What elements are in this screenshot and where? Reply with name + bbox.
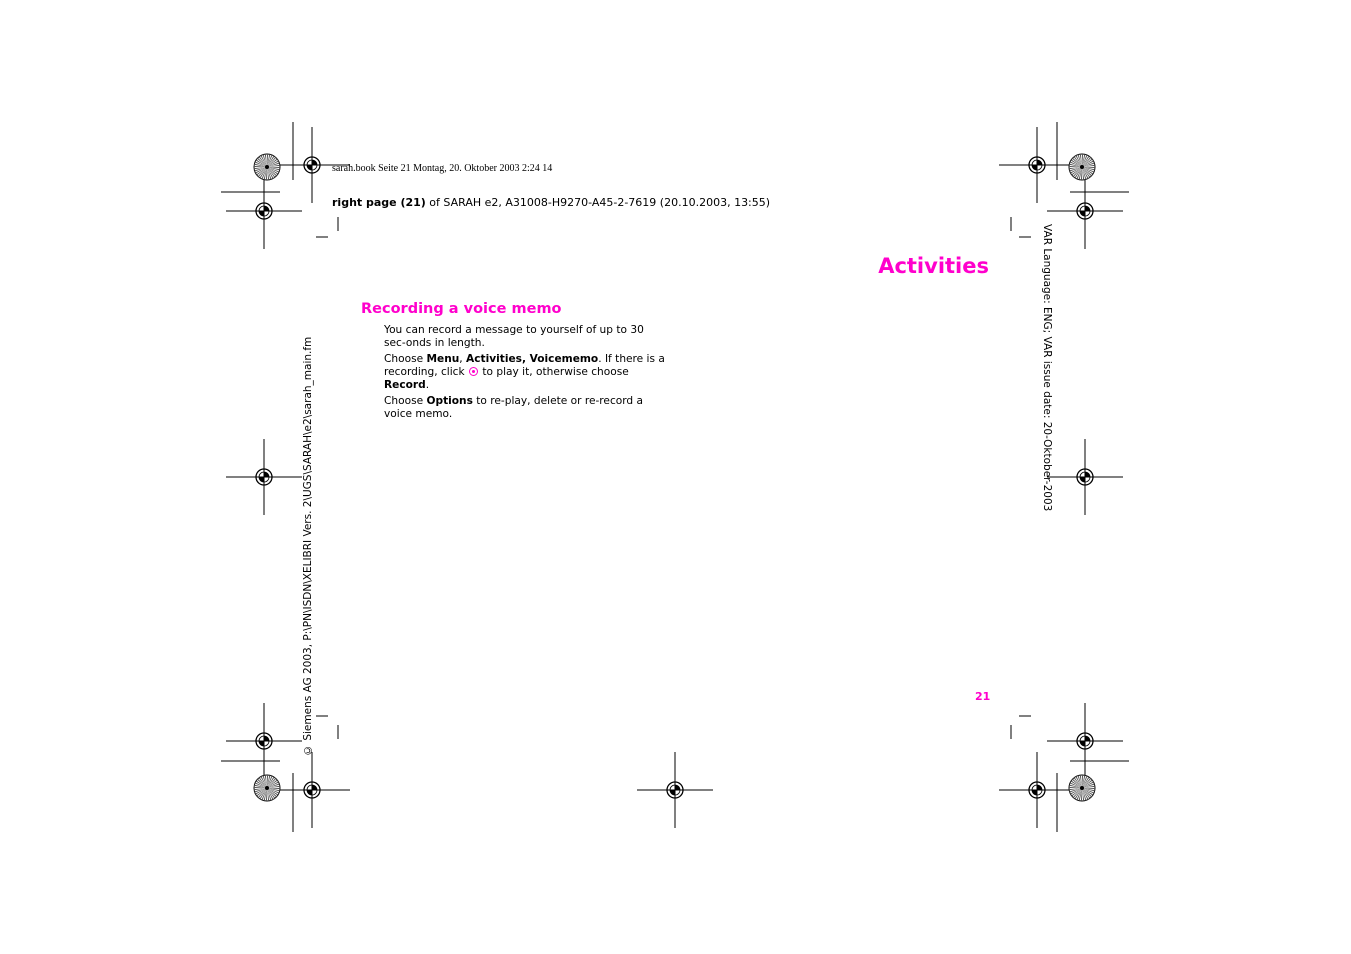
registration-mark-icon <box>999 752 1075 828</box>
registration-mark-icon <box>1047 703 1123 779</box>
star-targets <box>254 154 1095 801</box>
registration-mark-icon <box>1047 173 1123 249</box>
star-target-icon <box>254 775 280 801</box>
record-keyword: Record <box>384 379 426 391</box>
star-target-icon <box>1069 775 1095 801</box>
registration-marks <box>226 127 1123 828</box>
text-run: . <box>425 379 430 391</box>
text-run: Choose <box>384 395 427 407</box>
body-text <box>384 324 669 424</box>
registration-mark-icon <box>1047 439 1123 515</box>
registration-mark-icon <box>226 703 302 779</box>
text-run: Choose <box>384 353 427 365</box>
page-info <box>332 196 770 209</box>
paragraph-choose-menu <box>384 353 669 392</box>
registration-mark-icon <box>274 752 350 828</box>
page-info-label: right page (21) <box>332 196 426 209</box>
text-run: to play it, otherwise choose <box>479 366 629 378</box>
select-key-icon <box>469 367 478 376</box>
menu-keyword: Menu <box>426 353 460 365</box>
side-text-right: VAR Language: ENG; VAR issue date: 20-Oktober-2003 <box>1041 224 1053 512</box>
crop-lines <box>221 122 1129 832</box>
text-run: , <box>459 353 467 365</box>
page-info-detail: of SARAH e2, A31008-H9270-A45-2-7619 (20.10.2003, 13:55) <box>425 196 771 209</box>
registration-mark-icon <box>226 439 302 515</box>
registration-mark-icon <box>226 173 302 249</box>
registration-mark-icon <box>637 752 713 828</box>
star-target-icon <box>254 154 280 180</box>
text-run: to re-play, delete or re-record a voice memo. <box>384 395 644 420</box>
paragraph-intro: You can record a message to yourself of up to 30 sec-onds in length. <box>384 324 644 349</box>
star-target-icon <box>1069 154 1095 180</box>
section-title: Recording a voice memo <box>361 301 562 317</box>
side-text-left: © Siemens AG 2003, P:\PN\ISDN\XELIBRI Vers. 2\UGS\SARAH\e2\sarah_main.fm <box>302 336 314 756</box>
chapter-title: Activities <box>878 254 989 278</box>
registration-mark-icon <box>999 127 1075 203</box>
text-run: . If there is a recording, click <box>384 353 665 378</box>
page-number: 21 <box>975 690 991 703</box>
print-header: sarah.book Seite 21 Montag, 20. Oktober 2003 2:24 14 <box>332 163 553 174</box>
paragraph-options <box>384 395 669 421</box>
options-keyword: Options <box>426 395 473 407</box>
activities-voicememo-keyword: Activities, Voicememo <box>466 353 599 365</box>
